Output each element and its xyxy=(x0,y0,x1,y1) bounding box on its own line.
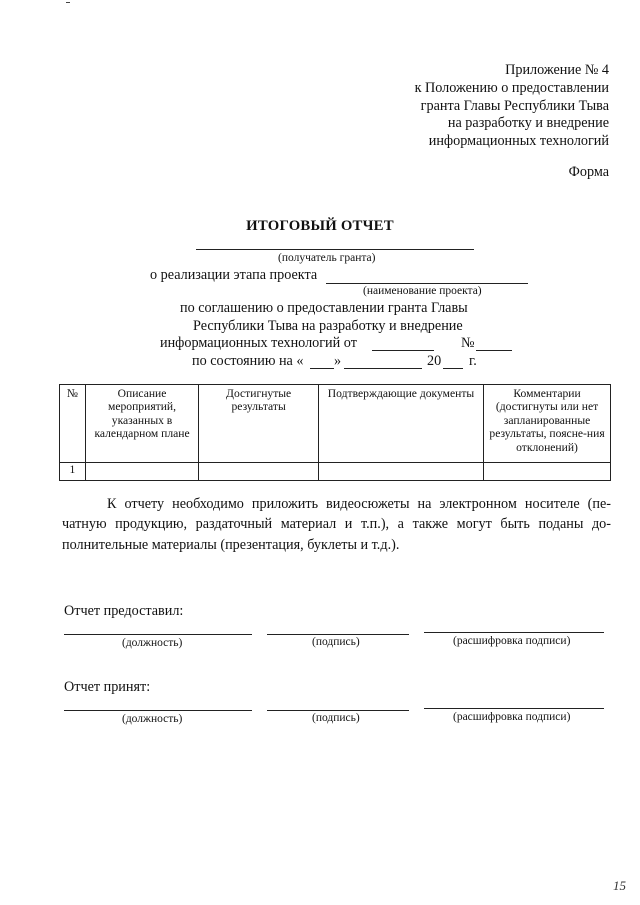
agreement-number-blank xyxy=(476,350,512,351)
project-caption: (наименование проекта) xyxy=(363,285,482,297)
accepted-decoding-line xyxy=(424,708,604,709)
project-blank-line xyxy=(326,283,528,284)
header-documents: Подтверждающие документы xyxy=(318,385,483,463)
accepted-position-line xyxy=(64,710,252,711)
header-description: Описание мероприятий, указанных в календарном плане xyxy=(85,385,199,463)
table-cell xyxy=(318,463,483,481)
accepted-label: Отчет принят: xyxy=(64,679,151,695)
table-cell xyxy=(85,463,199,481)
annex-line-5: информационных технологий xyxy=(428,133,609,150)
agreement-line-3: информационных технологий от xyxy=(160,335,357,351)
agreement-date-blank xyxy=(372,350,434,351)
annex-line-4: на разработку и внедрение xyxy=(447,115,609,132)
table-cell xyxy=(484,463,611,481)
annex-line-3: гранта Главы Республики Тыва xyxy=(420,97,609,114)
recipient-caption: (получатель гранта) xyxy=(278,252,376,264)
report-table xyxy=(59,384,611,481)
submitted-label: Отчет предоставил: xyxy=(64,603,184,619)
status-date-prefix: по состоянию на « xyxy=(192,353,304,369)
annex-header xyxy=(415,62,609,151)
status-month-blank xyxy=(344,368,422,369)
table-cell: 1 xyxy=(60,463,86,481)
table-cell xyxy=(199,463,319,481)
submitted-signature-line xyxy=(267,634,409,635)
header-comments: Комментарии (достигнуты или нет запланированные результаты, поясне-ния отклонений) xyxy=(484,385,611,463)
status-year-prefix: 20 xyxy=(427,353,442,369)
status-year-blank xyxy=(443,368,463,369)
submitted-position-caption: (должность) xyxy=(122,637,183,649)
table-row xyxy=(60,463,611,481)
accepted-signature-line xyxy=(267,710,409,711)
table-header-row xyxy=(60,385,611,463)
scan-mark xyxy=(66,2,70,3)
project-line-text: о реализации этапа проекта xyxy=(150,267,318,283)
agreement-line-2: Республики Тыва на разработку и внедрение xyxy=(193,318,463,334)
status-year-suffix: г. xyxy=(469,353,477,369)
header-number: № xyxy=(60,385,86,463)
agreement-line-1: по соглашению о предоставлении гранта Главы xyxy=(180,300,468,316)
submitted-decoding-caption: (расшифровка подписи) xyxy=(453,635,571,647)
accepted-decoding-caption: (расшифровка подписи) xyxy=(453,711,571,723)
recipient-blank-line xyxy=(196,249,474,250)
attachment-note: К отчету необходимо приложить видеосюжеты на электронном носителе (пе-чатную продукцию, раздаточный материал и т.п.), а также могут быть поданы до-полнительные материалы (презентация, буклеты и т.д.). xyxy=(62,496,611,553)
status-day-blank xyxy=(310,368,334,369)
annex-line-1: Приложение № 4 xyxy=(505,62,609,78)
submitted-decoding-line xyxy=(424,632,604,633)
form-label: Форма xyxy=(568,164,609,180)
document-title: ИТОГОВЫЙ ОТЧЕТ xyxy=(246,218,394,234)
header-results: Достигнутые результаты xyxy=(199,385,319,463)
accepted-position-caption: (должность) xyxy=(122,713,183,725)
page-number: 15 xyxy=(613,878,626,893)
annex-line-2: к Положению о предоставлении xyxy=(414,79,609,96)
status-date-quote: » xyxy=(334,353,342,369)
agreement-number-label: № xyxy=(461,335,475,351)
submitted-signature-caption: (подпись) xyxy=(312,636,360,648)
submitted-position-line xyxy=(64,634,252,635)
accepted-signature-caption: (подпись) xyxy=(312,712,360,724)
